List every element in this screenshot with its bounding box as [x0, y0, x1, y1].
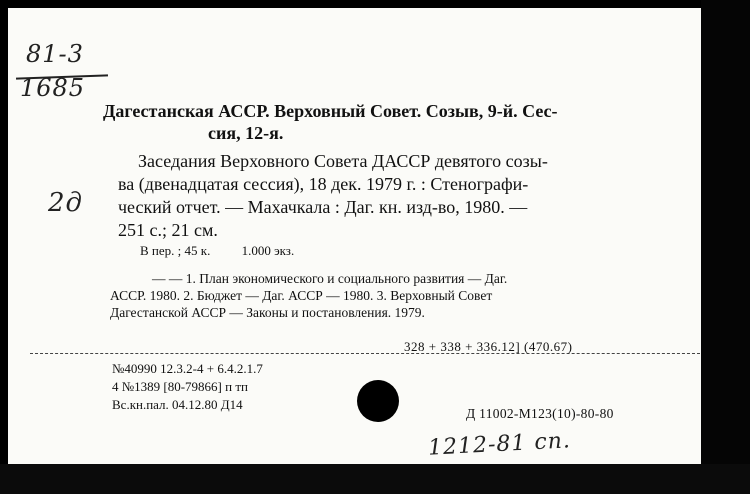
description-line: ческий отчет. — Махачкала : Даг. кн. изд-во, 1980. —: [118, 197, 528, 217]
price-line: [140, 243, 322, 259]
subject-line: Дагестанской АССР — Законы и постановления. 1979.: [110, 305, 425, 320]
dashed-divider: [30, 353, 700, 354]
heading-line-1: Дагестанская АССР. Верховный Совет. Созыв, 9-й. Сес-: [103, 101, 558, 121]
handwritten-stamp: 1212-81 сп.: [427, 428, 572, 461]
margin-note: 2д: [48, 188, 84, 218]
description-line: ва (двенадцатая сессия), 18 дек. 1979 г. : Стенографи-: [118, 174, 529, 194]
description-line: 251 с.; 21 см.: [118, 220, 218, 240]
order-code: Д 11002-М123(10)-80-80: [466, 406, 614, 421]
accession-line: №40990 12.3.2-4 + 6.4.2.1.7: [112, 361, 263, 376]
print-run: 1.000 экз.: [241, 243, 295, 258]
subject-line: — — 1. План экономического и социального развития — Даг.: [152, 271, 508, 286]
accession-line: Вс.кн.пал. 04.12.80 Д14: [112, 397, 243, 412]
heading-line-2: сия, 12-я.: [208, 123, 284, 143]
accession-line: 4 №1389 [80-79866] п тп: [112, 379, 248, 394]
card-punch-hole: [357, 380, 399, 422]
scan-border-bottom: [0, 464, 750, 494]
bibliographic-description: [118, 150, 668, 242]
call-number-bottom: 1685: [20, 74, 86, 102]
classification-code: 328 + 338 + 336.12] (470.67): [404, 339, 573, 354]
call-number-top: 81-3: [26, 40, 84, 68]
subject-line: АССР. 1980. 2. Бюджет — Даг. АССР — 1980. 3. Верховный Совет: [110, 288, 493, 303]
subject-headings: [110, 270, 678, 321]
card-heading: [103, 100, 663, 144]
catalog-card: [8, 8, 701, 464]
accession-block: [112, 360, 263, 414]
scan-border-right: [701, 0, 750, 494]
binding-price: В пер. ; 45 к.: [140, 243, 211, 258]
description-line: Заседания Верховного Совета ДАССР девятого созы-: [138, 151, 548, 171]
